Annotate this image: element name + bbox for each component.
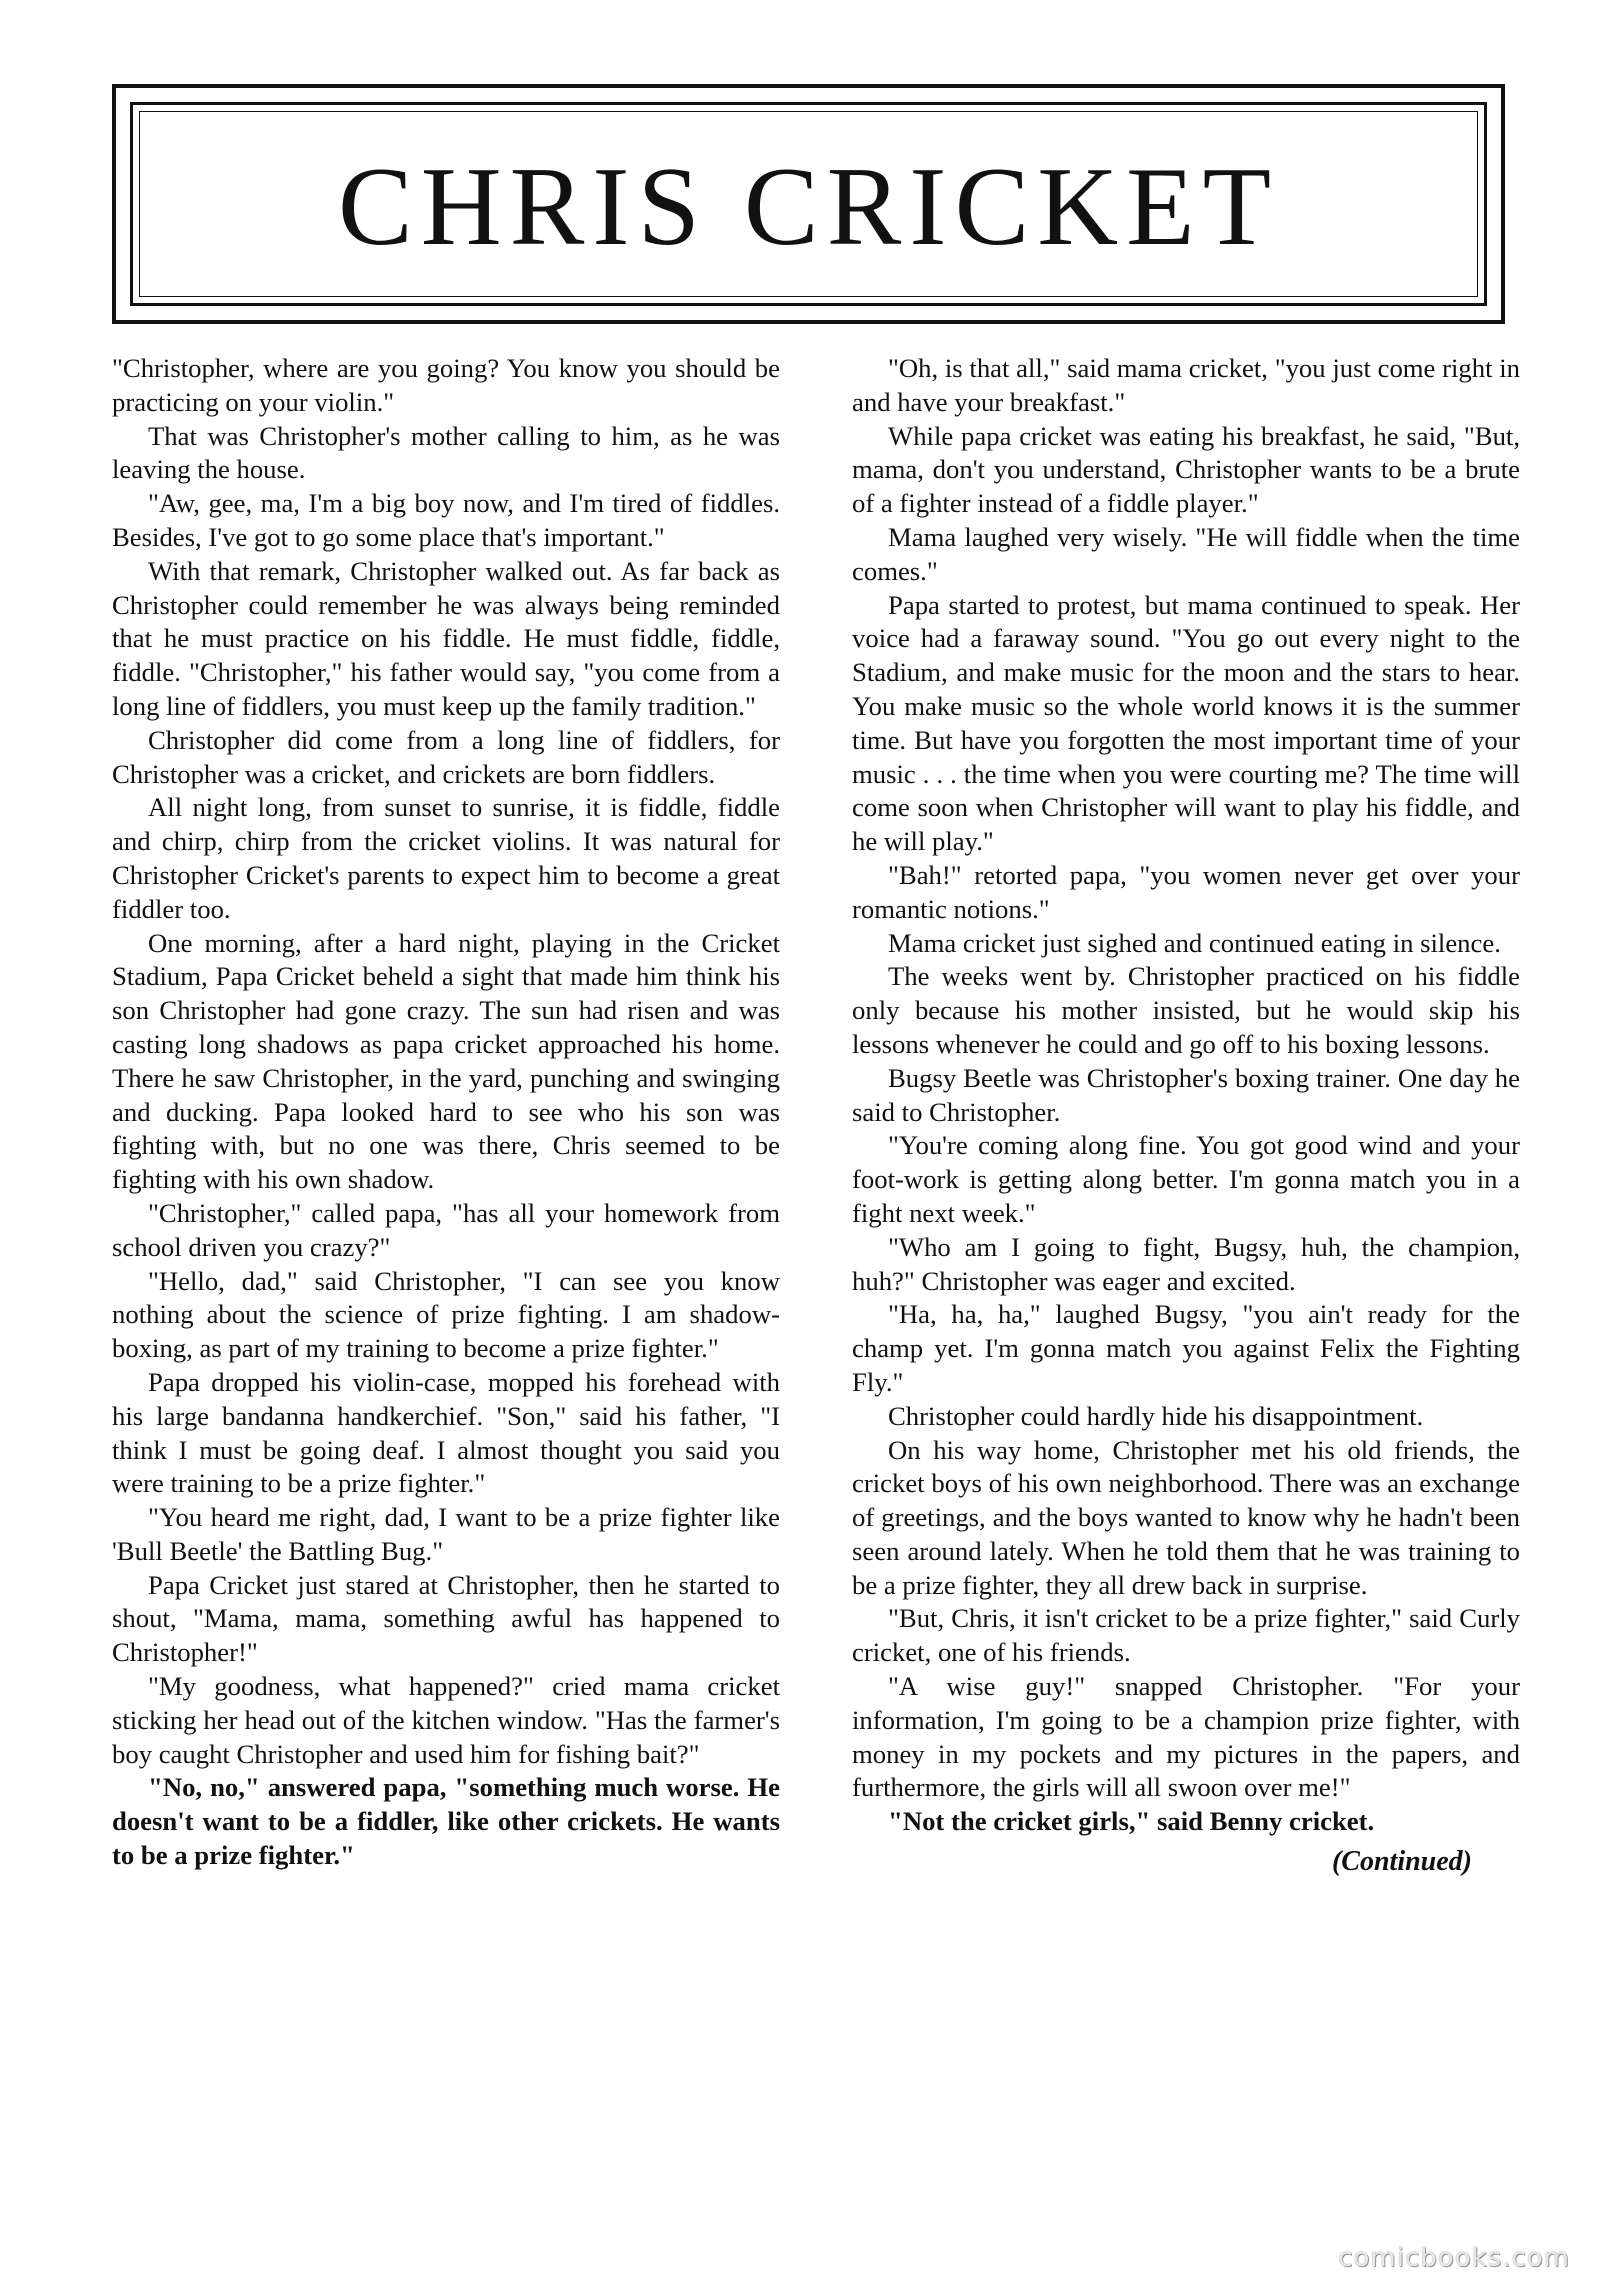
story-paragraph: "Hello, dad," said Christopher, "I can see you know nothing about the science of prize fighting. I am shadow-boxing, as part of my training to become a prize fighter." [112, 1265, 780, 1364]
story-paragraph: The weeks went by. Christopher practiced on his fiddle only because his mother insisted, but he would skip his lessons whenever he could and go off to his boxing lessons. [852, 961, 1520, 1059]
story-paragraph: "Bah!" retorted papa, "you women never get over your romantic notions." [852, 859, 1520, 924]
story-paragraph: "But, Chris, it isn't cricket to be a prize fighter," said Curly cricket, one of his friends. [852, 1603, 1520, 1668]
story-paragraph: Bugsy Beetle was Christopher's boxing trainer. One day he said to Christopher. [852, 1062, 1520, 1127]
story-paragraph: "Who am I going to fight, Bugsy, huh, the champion, huh?" Christopher was eager and excited. [852, 1231, 1520, 1296]
story-paragraph: "You're coming along fine. You got good wind and your foot-work is getting along better. I'm gonna match you in a fight next week." [852, 1130, 1520, 1228]
story-paragraph: "Christopher," called papa, "has all your homework from school driven you crazy?" [112, 1197, 780, 1262]
story-paragraph: Papa started to protest, but mama continued to speak. Her voice had a faraway sound. "You go out every night to the Stadium, and make music for the moon and the stars to hear. You make music so the whole world knows it is the summer time. But have you forgotten the most important time of your music . . . the time when you were courting me? The time will come soon when Christopher will want to play his fiddle, and he will play." [852, 589, 1520, 857]
story-paragraph: On his way home, Christopher met his old friends, the cricket boys of his own neighborhood. There was an exchange of greetings, and the boys wanted to know why he hadn't been seen around lately. When he told them that he was training to be a prize fighter, they all drew back in surprise. [852, 1434, 1520, 1600]
story-paragraph: "Ha, ha, ha," laughed Bugsy, "you ain't ready for the champ yet. I'm gonna match you against Felix the Fighting Fly." [852, 1299, 1520, 1397]
story-paragraph: "Not the cricket girls," said Benny cricket. [888, 1806, 1375, 1837]
story-paragraph: "Oh, is that all," said mama cricket, "you just come right in and have your breakfast." [852, 353, 1520, 417]
story-paragraph: Mama cricket just sighed and continued eating in silence. [888, 927, 1501, 958]
story-paragraph: "No, no," answered papa, "something much worse. He doesn't want to be a fiddler, like other crickets. He wants to be a prize fighter." [112, 1772, 780, 1871]
page-title: CHRIS CRICKET [338, 144, 1279, 269]
story-paragraph: With that remark, Christopher walked out. As far back as Christopher could remember he was always being reminded that he must practice on his fiddle. He must fiddle, fiddle, fiddle. "Christopher," his father would say, "you come from a long line of fiddlers, you must keep up the family tradition." [112, 555, 780, 721]
story-paragraph: Papa dropped his violin-case, mopped his forehead with his large bandanna handkerchief. "Son," said his father, "I think I must be going deaf. I almost thought you said you were training to be a prize fighter." [112, 1366, 780, 1499]
story-paragraph: "A wise guy!" snapped Christopher. "For your information, I'm going to be a champion prize fighter, with money in my pockets and my pictures in the papers, and furthermore, the girls will all swoon over me!" [852, 1671, 1520, 1803]
story-paragraph: Christopher did come from a long line of fiddlers, for Christopher was a cricket, and crickets are born fiddlers. [112, 724, 780, 789]
continued-label: (Continued) [1331, 1846, 1472, 1878]
story-paragraph: That was Christopher's mother calling to him, as he was leaving the house. [112, 420, 780, 485]
story-paragraph: "Christopher, where are you going? You know you should be practicing on your violin." [112, 353, 780, 417]
story-paragraph: Mama laughed very wisely. "He will fiddle when the time comes." [852, 521, 1520, 586]
story-paragraph: "Aw, gee, ma, I'm a big boy now, and I'm tired of fiddles. Besides, I've got to go some place that's important." [112, 488, 780, 552]
story-paragraph: Papa Cricket just stared at Christopher, then he started to shout, "Mama, mama, something awful has happened to Christopher!" [112, 1569, 780, 1668]
story-paragraph: While papa cricket was eating his breakfast, he said, "But, mama, don't you understand, Christopher wants to be a brute of a fighter instead of a fiddle player." [852, 420, 1520, 519]
story-paragraph: "My goodness, what happened?" cried mama cricket sticking her head out of the kitchen window. "Has the farmer's boy caught Christopher and used him for fishing bait?" [112, 1671, 780, 1769]
title-frame-inner [130, 102, 1487, 306]
title-frame [112, 84, 1505, 324]
site-watermark: comicbooks.com [1338, 2243, 1570, 2273]
story-paragraph: All night long, from sunset to sunrise, it is fiddle, fiddle and chirp, chirp from the cricket violins. It was natural for Christopher Cricket's parents to expect him to become a great fiddler too. [112, 792, 780, 924]
story-paragraph: Christopher could hardly hide his disappointment. [888, 1400, 1424, 1431]
story-paragraph: One morning, after a hard night, playing in the Cricket Stadium, Papa Cricket beheld a sight that made him think his son Christopher had gone crazy. The sun had risen and was casting long shadows as papa cricket approached his home. There he saw Christopher, in the yard, punching and swinging and ducking. Papa looked hard to see who his son was fighting with, but no one was there, Chris seemed to be fighting with his own shadow. [112, 927, 780, 1195]
story-paragraph: "You heard me right, dad, I want to be a prize fighter like 'Bull Beetle' the Battling Bug." [112, 1502, 780, 1566]
story-column-right [852, 352, 1520, 1879]
story-column-left [112, 352, 780, 1873]
